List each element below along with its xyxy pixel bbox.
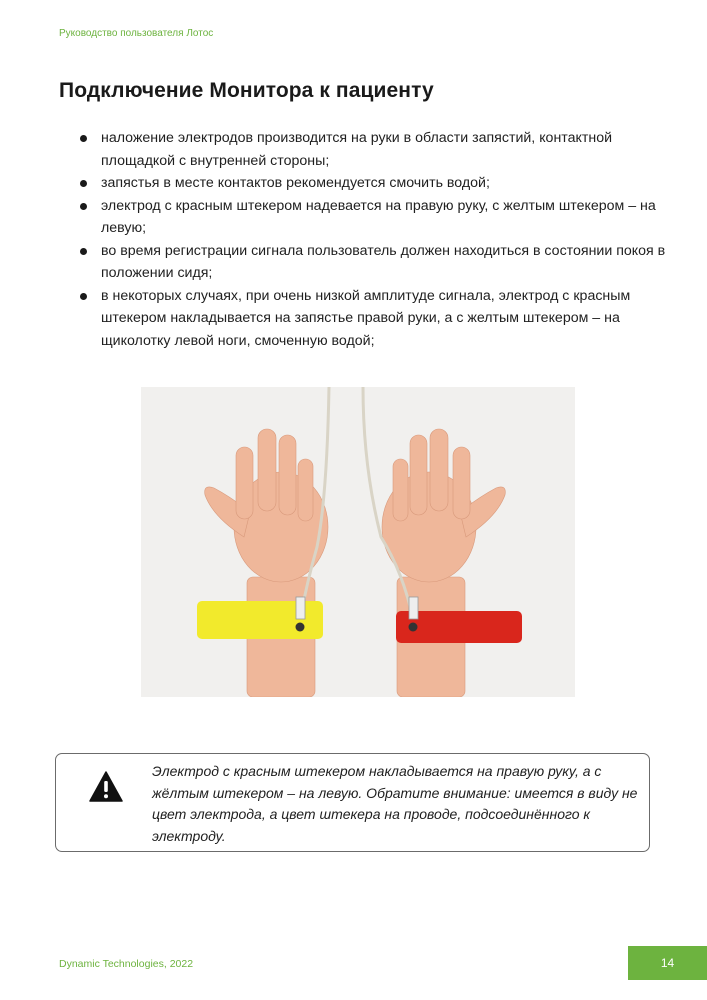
list-item-text: наложение электродов производится на руки в области запястий, контактной площадкой с внутренней стороны;	[101, 130, 613, 169]
bullet-icon	[80, 293, 87, 300]
bullet-icon	[80, 248, 87, 255]
warning-triangle-icon	[89, 771, 123, 802]
warning-text: Электрод с красным штекером накладывается на правую руку, а с жёлтым штекером – на левую. Обратите внимание: имеется в виду не цвет электрода, а цвет штекера на проводе, подсоединённого к электроду.	[152, 763, 638, 844]
connector-left	[296, 597, 306, 632]
running-header: Руководство пользователя Лотос	[59, 28, 214, 39]
list-item	[80, 127, 670, 172]
list-item-text: запястья в месте контактов рекомендуется смочить водой;	[101, 175, 490, 191]
list-item	[80, 240, 670, 285]
electrode-placement-photo	[141, 387, 575, 697]
warning-callout	[55, 753, 650, 852]
bullet-icon	[80, 135, 87, 142]
list-item-text: электрод с красным штекером надевается на правую руку, с желтым штекером – на левую;	[101, 197, 656, 236]
connector-right	[409, 597, 419, 632]
footer-company: Dynamic Technologies, 2022	[59, 958, 194, 970]
list-item-text: в некоторых случаях, при очень низкой амплитуде сигнала, электрод с красным штекером накладывается на запястье правой руки, а с желтым штекером – на щиколотку левой ноги, смоченную водой;	[101, 287, 631, 349]
bullet-list	[80, 127, 670, 352]
page-number-badge: 14	[628, 946, 707, 980]
page-title: Подключение Монитора к пациенту	[59, 79, 434, 102]
list-item-text: во время регистрации сигнала пользователь должен находиться в состоянии покоя в положении сидя;	[101, 242, 666, 281]
bullet-icon	[80, 180, 87, 187]
list-item	[80, 285, 670, 353]
bullet-icon	[80, 203, 87, 210]
list-item	[80, 195, 670, 240]
list-item	[80, 172, 670, 195]
